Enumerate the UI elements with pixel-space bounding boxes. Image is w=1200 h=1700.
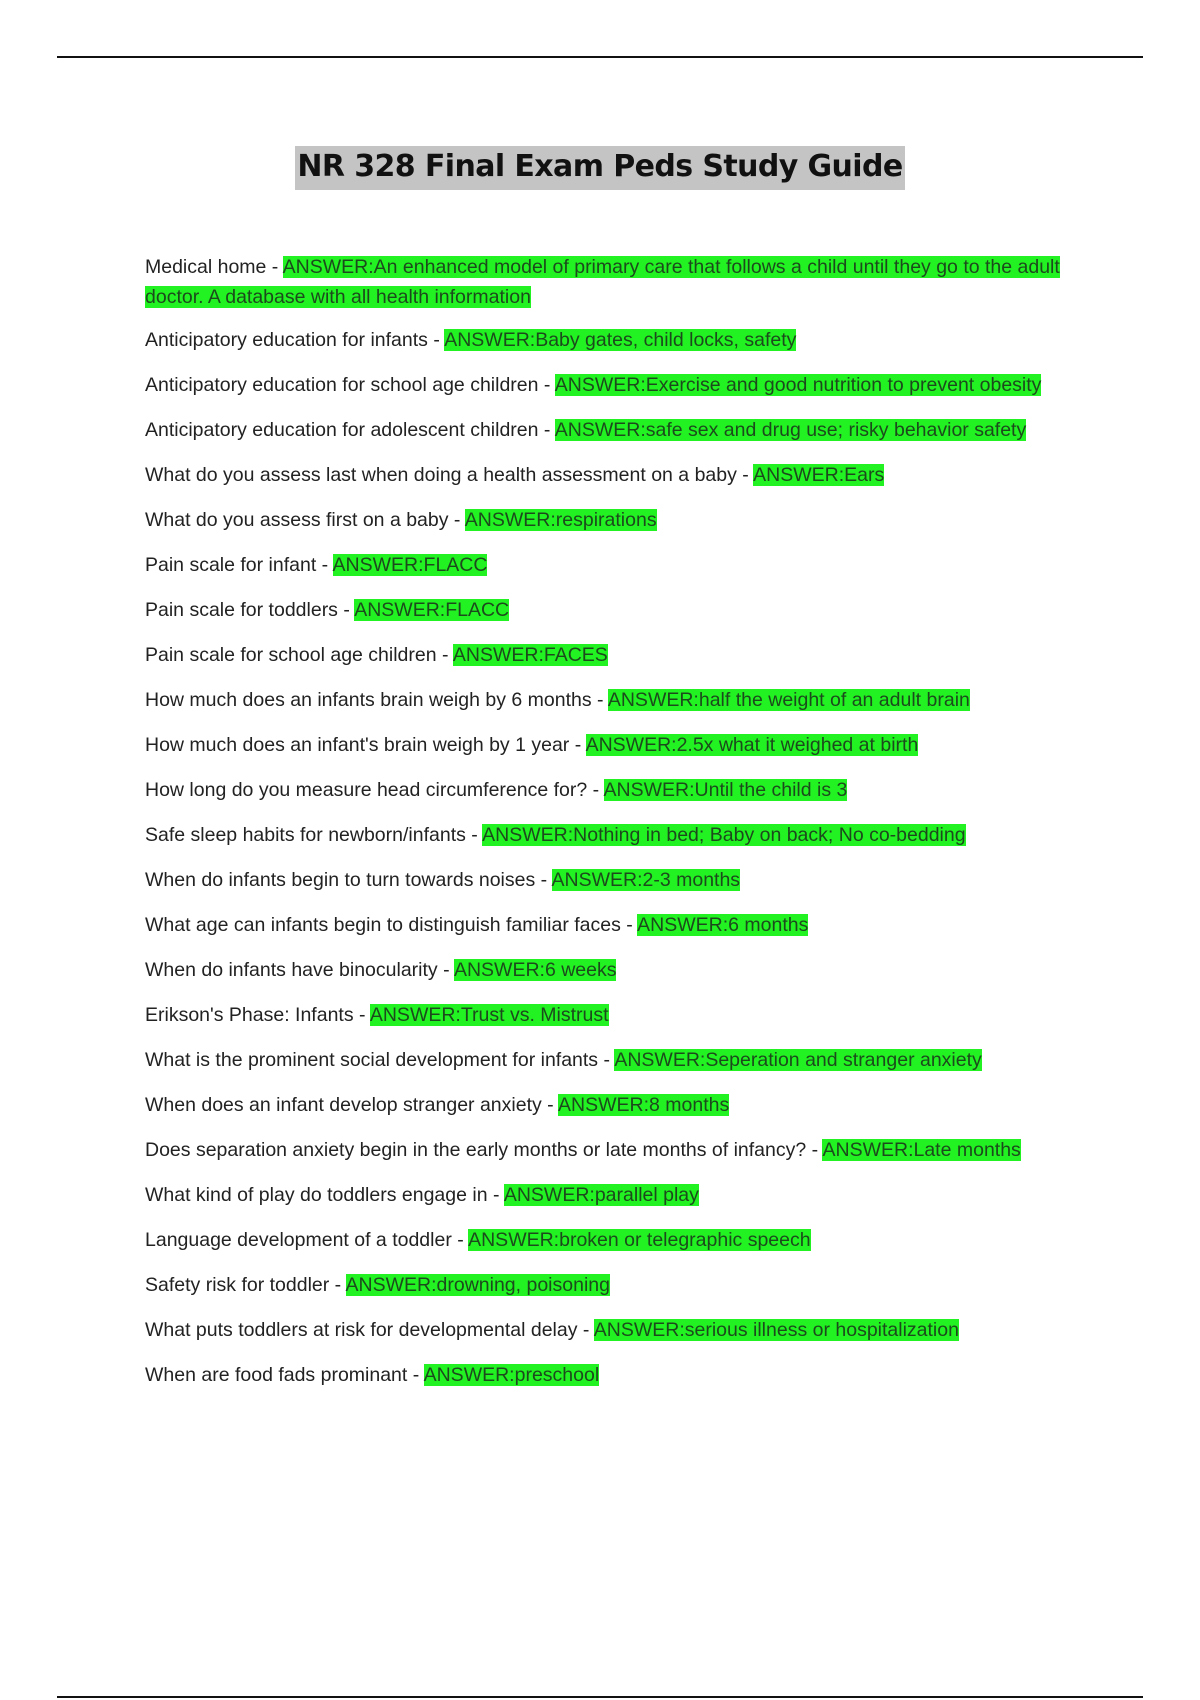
question-text: What do you assess last when doing a health assessment on a baby [145,464,737,486]
answer-highlight: ANSWER:Exercise and good nutrition to prevent obesity [554,374,1042,396]
answer-highlight: ANSWER:2-3 months [551,869,741,891]
qa-item [145,252,1085,312]
question-answer-separator: - [266,256,283,278]
question-text: Does separation anxiety begin in the early months or late months of infancy? [145,1139,807,1161]
qa-item [145,595,1085,625]
question-text: When do infants have binocularity [145,959,438,981]
question-text: Safe sleep habits for newborn/infants [145,824,466,846]
question-text: Pain scale for toddlers [145,599,338,621]
qa-item [145,640,1085,670]
qa-item [145,910,1085,940]
question-text: What kind of play do toddlers engage in [145,1184,488,1206]
qa-item [145,1270,1085,1300]
answer-highlight: ANSWER:Until the child is 3 [603,779,848,801]
answer-highlight: ANSWER:Baby gates, child locks, safety [444,329,797,351]
answer-highlight: ANSWER:2.5x what it weighed at birth [585,734,919,756]
answer-highlight: ANSWER:An enhanced model of primary care that follows a child until they go to the adult doctor. A database with all health information [145,256,1060,308]
question-text: Anticipatory education for infants [145,329,428,351]
answer-highlight: ANSWER:Seperation and stranger anxiety [614,1049,982,1071]
question-answer-separator: - [587,779,604,801]
question-answer-separator: - [337,599,355,621]
question-text: What age can infants begin to distinguish familiar faces [145,914,621,936]
document-title: NR 328 Final Exam Peds Study Guide [295,146,904,190]
qa-item [145,955,1085,985]
question-text: Erikson's Phase: Infants [145,1004,354,1026]
question-text: When are food fads prominant [145,1364,408,1386]
qa-item [145,865,1085,895]
question-text: When does an infant develop stranger anxiety [145,1094,542,1116]
question-answer-separator: - [329,1274,346,1296]
qa-item [145,1045,1085,1075]
question-text: When do infants begin to turn towards noises [145,869,536,891]
qa-item [145,1000,1085,1030]
answer-highlight: ANSWER:FACES [452,644,608,666]
answer-highlight: ANSWER:parallel play [503,1184,699,1206]
question-answer-separator: - [353,1004,370,1026]
question-answer-separator: - [448,509,465,531]
question-text: How much does an infant's brain weigh by 1 year [145,734,570,756]
qa-list [145,252,1085,1405]
qa-item [145,1360,1085,1390]
qa-item [145,1180,1085,1210]
answer-highlight: ANSWER:6 weeks [453,959,617,981]
question-answer-separator: - [569,734,586,756]
qa-item [145,685,1085,715]
answer-highlight: ANSWER:FLACC [332,554,488,576]
answer-highlight: ANSWER:Late months [822,1139,1021,1161]
qa-item [145,1135,1085,1165]
answer-highlight: ANSWER:respirations [464,509,657,531]
answer-highlight: ANSWER:safe sex and drug use; risky behavior safety [554,419,1027,441]
question-answer-separator: - [487,1184,504,1206]
answer-highlight: ANSWER:Ears [753,464,885,486]
question-answer-separator: - [806,1139,823,1161]
qa-item [145,1225,1085,1255]
question-text: Pain scale for infant [145,554,317,576]
qa-item [145,550,1085,580]
question-answer-separator: - [541,1094,559,1116]
question-answer-separator: - [465,824,483,846]
question-answer-separator: - [535,869,552,891]
question-text: What puts toddlers at risk for developmental delay [145,1319,578,1341]
question-answer-separator: - [736,464,754,486]
question-answer-separator: - [451,1229,469,1251]
footer-rule [57,1696,1143,1698]
qa-item [145,820,1085,850]
answer-highlight: ANSWER:preschool [423,1364,600,1386]
answer-highlight: ANSWER:6 months [637,914,809,936]
question-text: Safety risk for toddler [145,1274,330,1296]
title-container [0,146,1200,190]
header-rule [57,56,1143,58]
question-answer-separator: - [427,329,445,351]
answer-highlight: ANSWER:drowning, poisoning [345,1274,610,1296]
qa-item [145,775,1085,805]
question-answer-separator: - [538,419,555,441]
qa-item [145,505,1085,535]
qa-item [145,460,1085,490]
question-text: What is the prominent social development for infants [145,1049,599,1071]
question-text: How long do you measure head circumference for? [145,779,588,801]
question-answer-separator: - [591,689,608,711]
question-answer-separator: - [577,1319,594,1341]
question-answer-separator: - [437,959,454,981]
question-answer-separator: - [436,644,453,666]
qa-item [145,325,1085,355]
question-answer-separator: - [598,1049,615,1071]
question-text: Language development of a toddler [145,1229,452,1251]
question-answer-separator: - [407,1364,424,1386]
answer-highlight: ANSWER:8 months [558,1094,730,1116]
question-text: How much does an infants brain weigh by 6 months [145,689,592,711]
question-text: Anticipatory education for adolescent children [145,419,539,441]
question-text: Medical home [145,256,267,278]
answer-highlight: ANSWER:Nothing in bed; Baby on back; No co-bedding [482,824,966,846]
answer-highlight: ANSWER:Trust vs. Mistrust [369,1004,609,1026]
qa-item [145,370,1085,400]
question-answer-separator: - [538,374,555,396]
question-answer-separator: - [620,914,638,936]
answer-highlight: ANSWER:broken or telegraphic speech [468,1229,811,1251]
question-text: Anticipatory education for school age children [145,374,539,396]
qa-item [145,415,1085,445]
question-answer-separator: - [316,554,333,576]
answer-highlight: ANSWER:half the weight of an adult brain [607,689,970,711]
question-text: What do you assess first on a baby [145,509,449,531]
answer-highlight: ANSWER:FLACC [354,599,510,621]
qa-item [145,1315,1085,1345]
qa-item [145,1090,1085,1120]
qa-item [145,730,1085,760]
question-text: Pain scale for school age children [145,644,437,666]
answer-highlight: ANSWER:serious illness or hospitalization [593,1319,959,1341]
